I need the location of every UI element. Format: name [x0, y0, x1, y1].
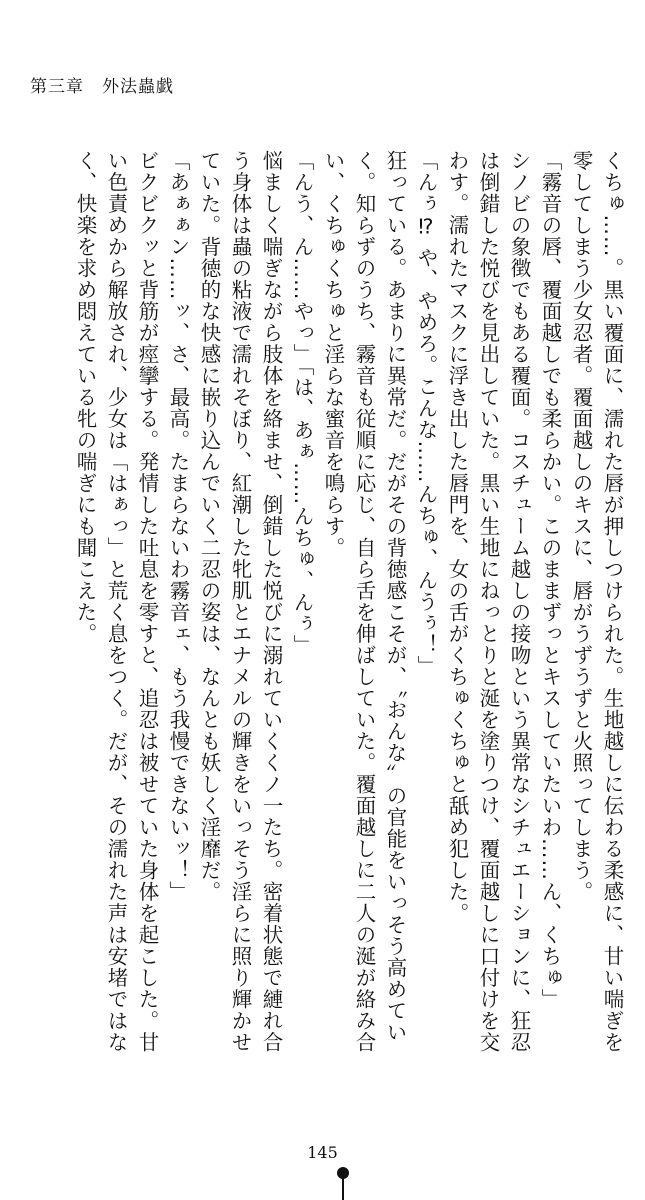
- paragraph: 「霧音の唇、覆面越しでも柔らかい。このままずっとキスしていたいわ……ん、くちゅ」: [538, 150, 562, 1010]
- paragraph: 悩ましく喘ぎながら肢体を絡ませ、倒錯した悦びに溺れていくくノ一たち。密着状態で縺れ合う身体は蟲の粘液で濡れそぼり、紅潮した牝肌とエナメルの輝きをいっそう淫らに照り輝かせていた。背徳的な快感に嵌り込んでいく二忍の姿は、なんとも妖しく淫靡だ。: [197, 150, 283, 1053]
- paragraph: 「んう、ん……やっ」「は、あぁ……んちゅ、んぅ」: [290, 150, 314, 656]
- paragraph: 狂っている。あまりに異常だ。だがその背徳感こそが、〝おんな〟の官能をいっそう高めていく。知らずのうち、霧音も従順に応じ、自ら舌を伸ばしていた。覆面越しに二人の涎が絡み合い、くちゅくちゅと淫らな蜜音を鳴らす。: [321, 150, 407, 1053]
- chapter-header: 第三章 外法蟲戯: [30, 77, 174, 97]
- paragraph: ビクビクッと背筋が痙攣する。発情した吐息を零すと、追忍は被せていた身体を起こした。甘い色責めから解放され、少女は「はぁっ」と荒く息をつく。だが、その濡れた声は安堵ではなく、快楽を求め悶えている牝の喘ぎにも聞こえた。: [73, 150, 159, 1053]
- body-text: [22, 150, 627, 1065]
- paragraph: 「んぅ⁉ や、やめろ。こんな……んちゅ、んうぅ！」: [414, 150, 438, 678]
- paragraph: 「あぁぁン……ッ、さ、最高。たまらないわ霧音ェ、もう我慢できないッ！」: [166, 150, 190, 903]
- page-number: 145: [307, 1143, 338, 1162]
- page-marker-line: [342, 1178, 344, 1200]
- paragraph: シノビの象徴でもある覆面。コスチューム越しの接吻という異常なシチュエーションに、狂忍は倒錯した悦びを見出していた。黒い生地にねっとりと涎を塗りつけ、覆面越しに口付けを交わす。濡れたマスクに浮き出した唇門を、女の舌がくちゅくちゅと舐め犯した。: [445, 150, 531, 1053]
- paragraph: くちゅ……。黒い覆面に、濡れた唇が押しつけられた。生地越しに伝わる柔感に、甘い喘ぎを零してしまう少女忍者。覆面越しのキスに、唇がうずうずと火照ってしまう。: [569, 150, 624, 1053]
